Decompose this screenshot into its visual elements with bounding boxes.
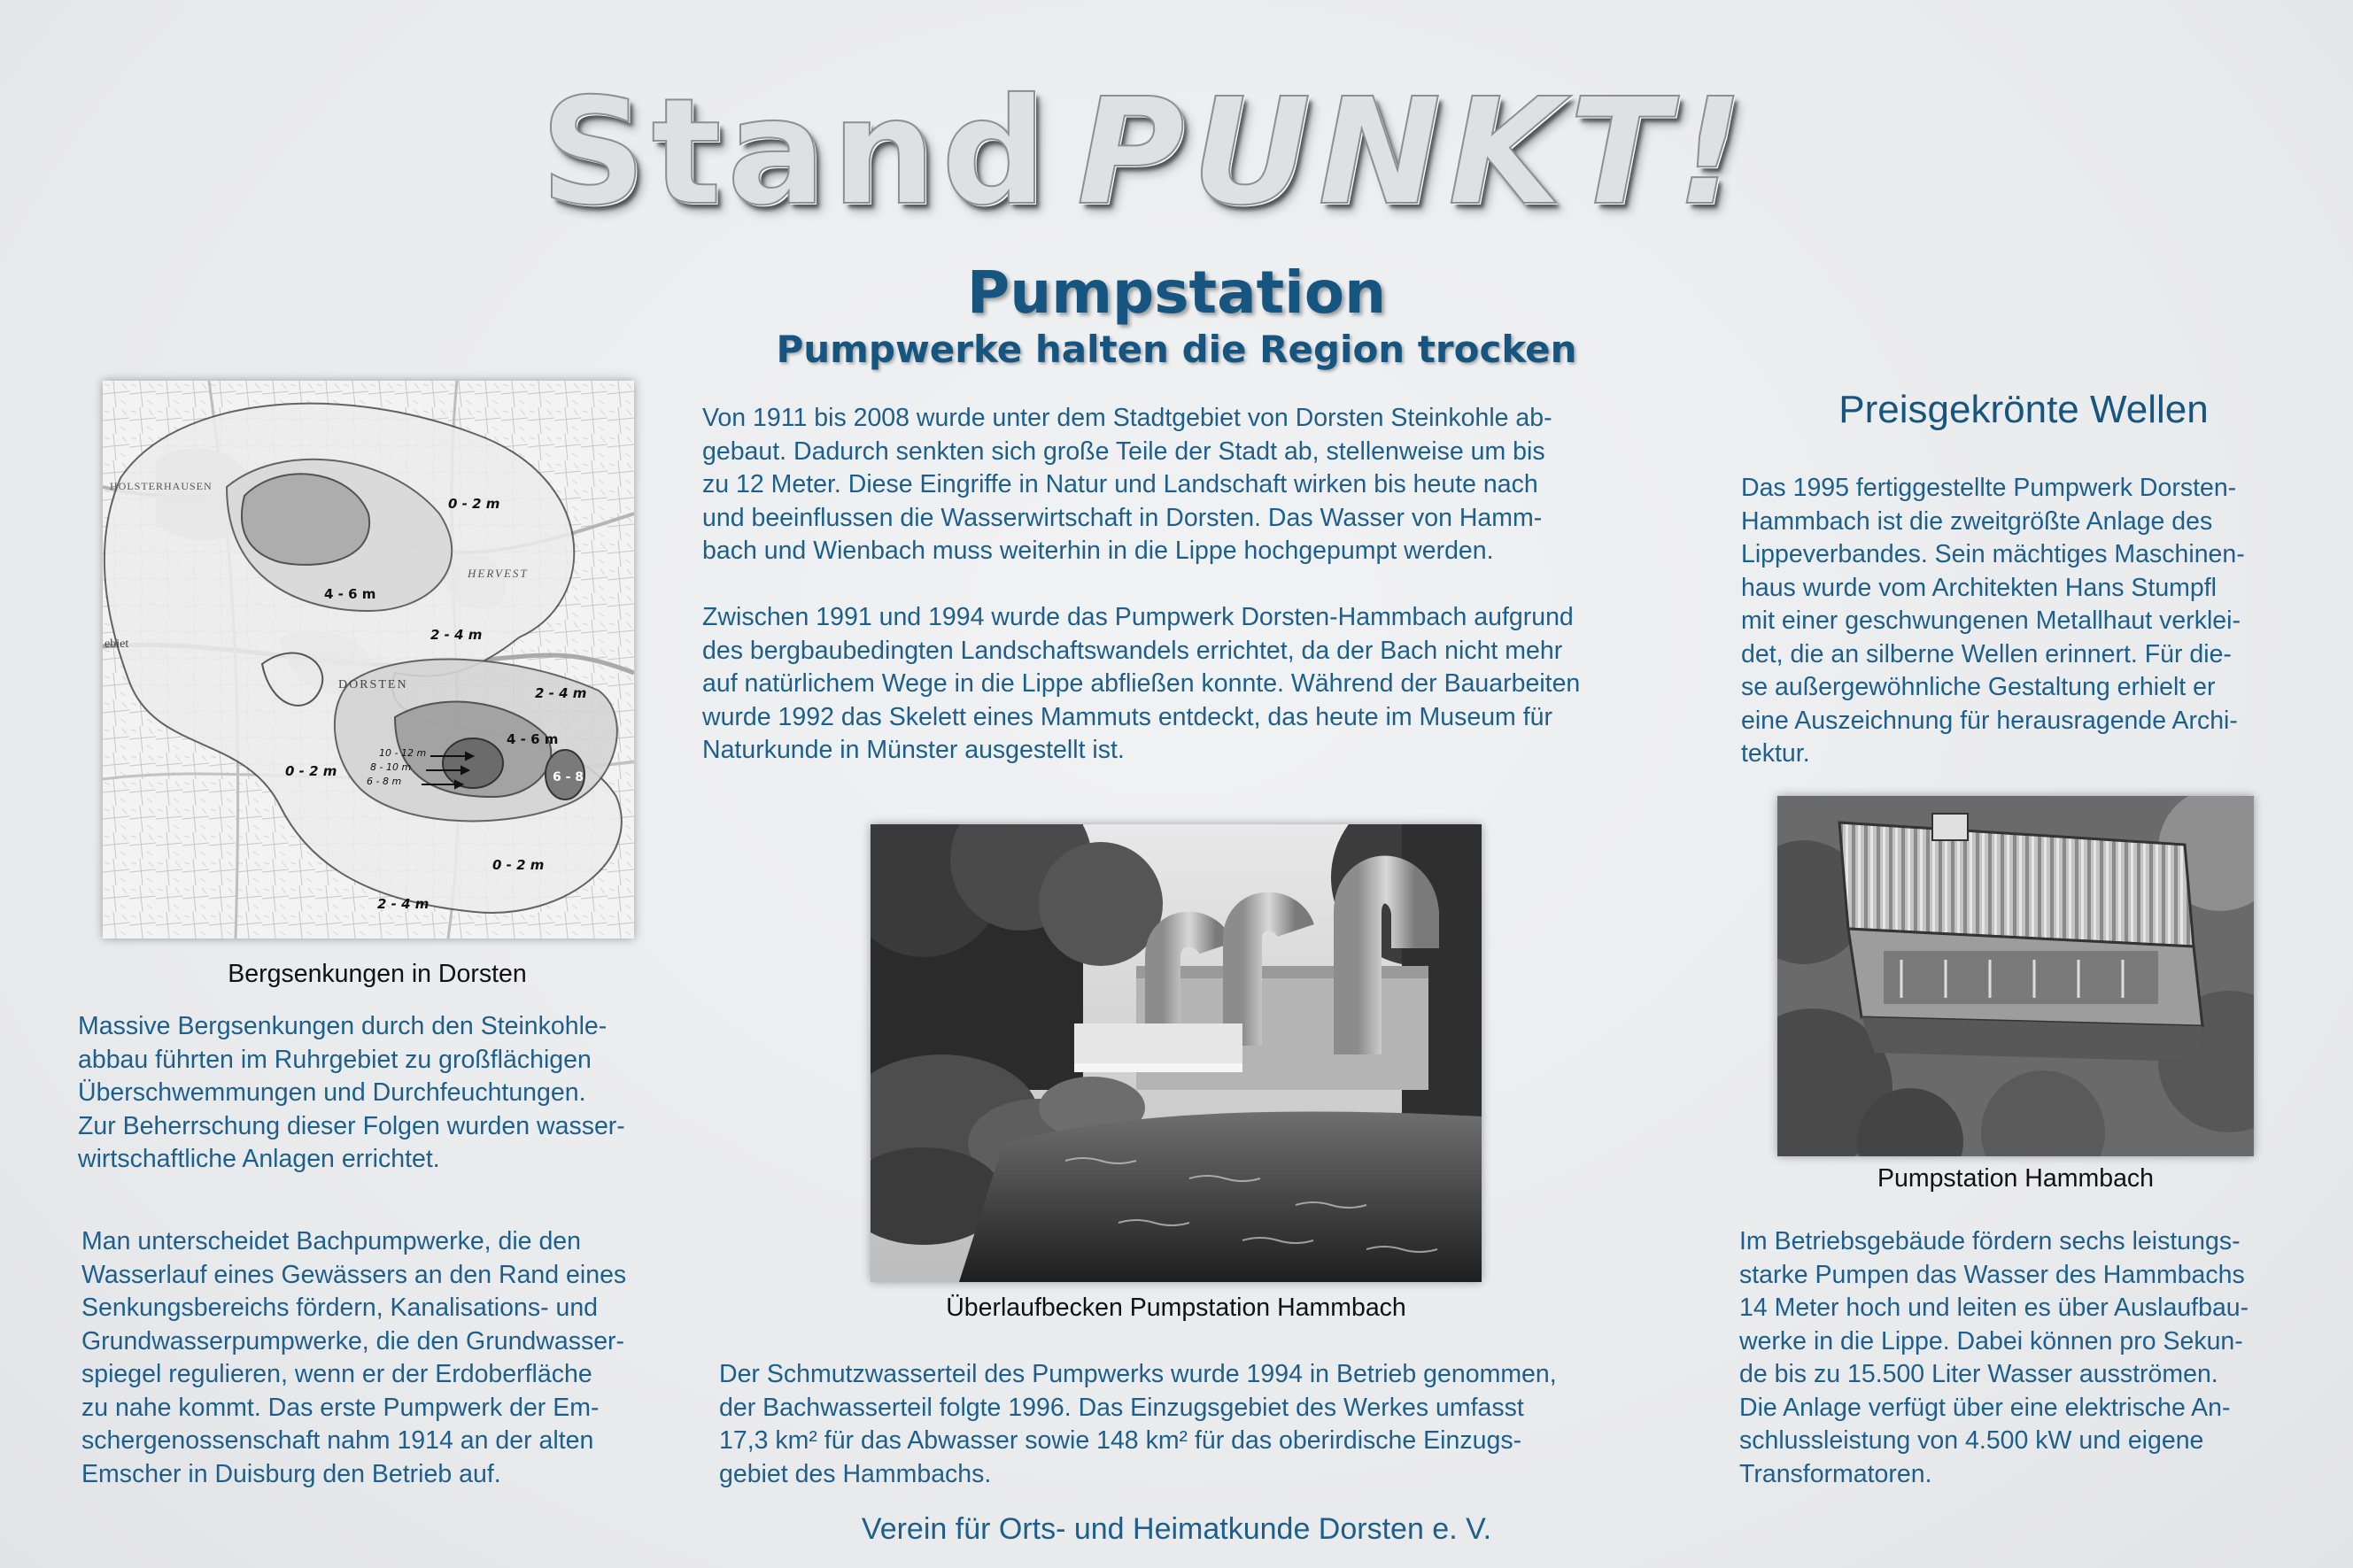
- text-line: Man unterscheidet Bachpumpwerke, die den: [81, 1227, 582, 1255]
- page-title: Pumpstation: [966, 259, 1387, 327]
- text-line: Hammbach ist die zweitgrößte Anlage des: [1741, 506, 2213, 536]
- map-label-zone: 4 - 6 m: [324, 586, 376, 602]
- text-line: schergenossenschaft nahm 1914 an der alten: [81, 1426, 594, 1455]
- text-line: Senkungsbereichs fördern, Kanalisations- und: [81, 1294, 599, 1322]
- text-line: Transformatoren.: [1739, 1459, 1932, 1488]
- text-line: zu nahe kommt. Das erste Pumpwerk der Em-: [81, 1393, 600, 1422]
- middle-paragraph-3: [719, 1358, 1693, 1491]
- standpunkt-logo: [540, 67, 1815, 238]
- right-paragraph-2: [1739, 1225, 2324, 1491]
- overflow-basin-photo: [871, 824, 1482, 1282]
- map-label-town: HERVEST: [468, 567, 529, 580]
- map-label-arrow: 8 - 10 m: [370, 761, 412, 773]
- text-line: mit einer geschwungenen Metallhaut verklei-: [1741, 606, 2241, 635]
- map-label-zone: 0 - 2 m: [448, 496, 500, 512]
- map-label-zone: 0 - 2 m: [492, 857, 545, 873]
- map-label-zone: 2 - 4 m: [535, 685, 587, 701]
- map-label-zone: 2 - 4 m: [430, 627, 483, 643]
- text-line: gebiet des Hammbachs.: [719, 1459, 992, 1488]
- text-line: Zwischen 1991 und 1994 wurde das Pumpwerk Dorsten-Hammbach aufgrund: [702, 603, 1574, 631]
- text-line: Massive Bergsenkungen durch den Steinkohle-: [78, 1012, 608, 1040]
- text-line: schlussleistung von 4.500 kW und eigene: [1739, 1426, 2204, 1455]
- logo-punkt: PUNKT!: [1076, 67, 1751, 238]
- middle-paragraph-1: [702, 402, 1694, 568]
- text-line: Überschwemmungen und Durchfeuchtungen.: [78, 1078, 586, 1107]
- left-paragraph-2: [81, 1225, 701, 1491]
- text-line: haus wurde vom Architekten Hans Stumpfl: [1741, 573, 2218, 602]
- map-label-zone: 2 - 4 m: [377, 896, 430, 912]
- text-line: Wasserlauf eines Gewässers an den Rand eines: [81, 1260, 627, 1289]
- text-line: zu 12 Meter. Diese Eingriffe in Natur und Landschaft wirken bis heute nach: [702, 470, 1538, 498]
- map-label-arrow: 6 - 8 m: [367, 776, 402, 787]
- text-line: de bis zu 15.500 Liter Wasser ausströmen.: [1739, 1360, 2218, 1388]
- map-label-zone: 4 - 6 m: [507, 731, 559, 747]
- middle-paragraph-2: [702, 601, 1694, 768]
- text-line: eine Auszeichnung für herausragende Archi-: [1741, 706, 2238, 735]
- text-line: bach und Wienbach muss weiterhin in die Lippe hochgepumpt werden.: [702, 537, 1494, 565]
- text-line: gebaut. Dadurch senkten sich große Teile der Stadt ab, stellenweise um bis: [702, 436, 1545, 466]
- text-line: werke in die Lippe. Dabei können pro Sekun-: [1739, 1326, 2243, 1356]
- text-line: Der Schmutzwasserteil des Pumpwerks wurde 1994 in Betrieb genommen,: [719, 1360, 1557, 1388]
- map-label-zone: 6 - 8: [553, 770, 584, 784]
- text-line: Zur Beherrschung dieser Folgen wurden wasser-: [78, 1111, 625, 1140]
- right-paragraph-1: [1741, 472, 2308, 771]
- pumpstation-caption: Pumpstation Hammbach: [1877, 1164, 2155, 1193]
- map-label-edge: ebiet: [104, 637, 129, 651]
- text-line: der Bachwasserteil folgte 1996. Das Einzugsgebiet des Werkes umfasst: [719, 1393, 1524, 1422]
- text-line: wurde 1992 das Skelett eines Mammuts entdeckt, das heute im Museum für: [702, 702, 1552, 731]
- text-line: Lippeverbandes. Sein mächtiges Maschinen-: [1741, 540, 2245, 568]
- text-line: 14 Meter hoch und leiten es über Auslaufbau-: [1739, 1294, 2249, 1322]
- text-line: wirtschaftliche Anlagen errichtet.: [78, 1145, 440, 1173]
- left-paragraph-1: [78, 1010, 698, 1177]
- text-line: auf natürlichem Wege in die Lippe abfließen konnte. Während der Bauarbeiten: [702, 669, 1581, 698]
- right-column-heading: Preisgekrönte Wellen: [1838, 388, 2209, 431]
- subsidence-map-image: [103, 381, 634, 938]
- text-line: und beeinflussen die Wasserwirtschaft in Dorsten. Das Wasser von Hamm-: [702, 503, 1543, 532]
- map-caption: Bergsenkungen in Dorsten: [228, 960, 527, 988]
- text-line: abbau führten im Ruhrgebiet zu großflächigen: [78, 1045, 592, 1074]
- page-subtitle: Pumpwerke halten die Region trocken: [776, 328, 1577, 371]
- map-label-town: DORSTEN: [338, 678, 408, 691]
- map-label-zone: 0 - 2 m: [285, 763, 337, 779]
- text-line: des bergbaubedingten Landschaftswandels errichtet, da der Bach nicht mehr: [702, 636, 1563, 665]
- text-line: se außergewöhnliche Gestaltung erhielt er: [1741, 673, 2216, 701]
- text-line: Die Anlage verfügt über eine elektrische An-: [1739, 1393, 2231, 1422]
- text-line: det, die an silberne Wellen erinnert. Für die-: [1741, 639, 2232, 668]
- text-line: starke Pumpen das Wasser des Hammbachs: [1739, 1260, 2245, 1289]
- logo-stand: Stand: [540, 67, 1052, 238]
- text-line: Grundwasserpumpwerke, die den Grundwasser-: [81, 1326, 625, 1356]
- text-line: 17,3 km² für das Abwasser sowie 148 km² für das oberirdische Einzugs-: [719, 1426, 1522, 1455]
- map-label-town: HOLSTERHAUSEN: [110, 480, 213, 492]
- text-line: Emscher in Duisburg den Betrieb auf.: [81, 1459, 501, 1488]
- text-line: Naturkunde in Münster ausgestellt ist.: [702, 736, 1125, 764]
- footer-publisher: Verein für Orts- und Heimatkunde Dorsten e. V.: [861, 1512, 1492, 1546]
- pumpstation-aerial-photo: [1777, 796, 2254, 1156]
- text-line: Im Betriebsgebäude fördern sechs leistungs-: [1739, 1227, 2241, 1255]
- overflow-basin-caption: Überlaufbecken Pumpstation Hammbach: [946, 1294, 1406, 1322]
- text-line: Von 1911 bis 2008 wurde unter dem Stadtgebiet von Dorsten Steinkohle ab-: [702, 404, 1552, 432]
- text-line: Das 1995 fertiggestellte Pumpwerk Dorsten-: [1741, 474, 2237, 502]
- map-label-arrow: 10 - 12 m: [379, 747, 427, 759]
- text-line: spiegel regulieren, wenn er der Erdoberfläche: [81, 1360, 592, 1388]
- text-line: tektur.: [1741, 739, 1810, 768]
